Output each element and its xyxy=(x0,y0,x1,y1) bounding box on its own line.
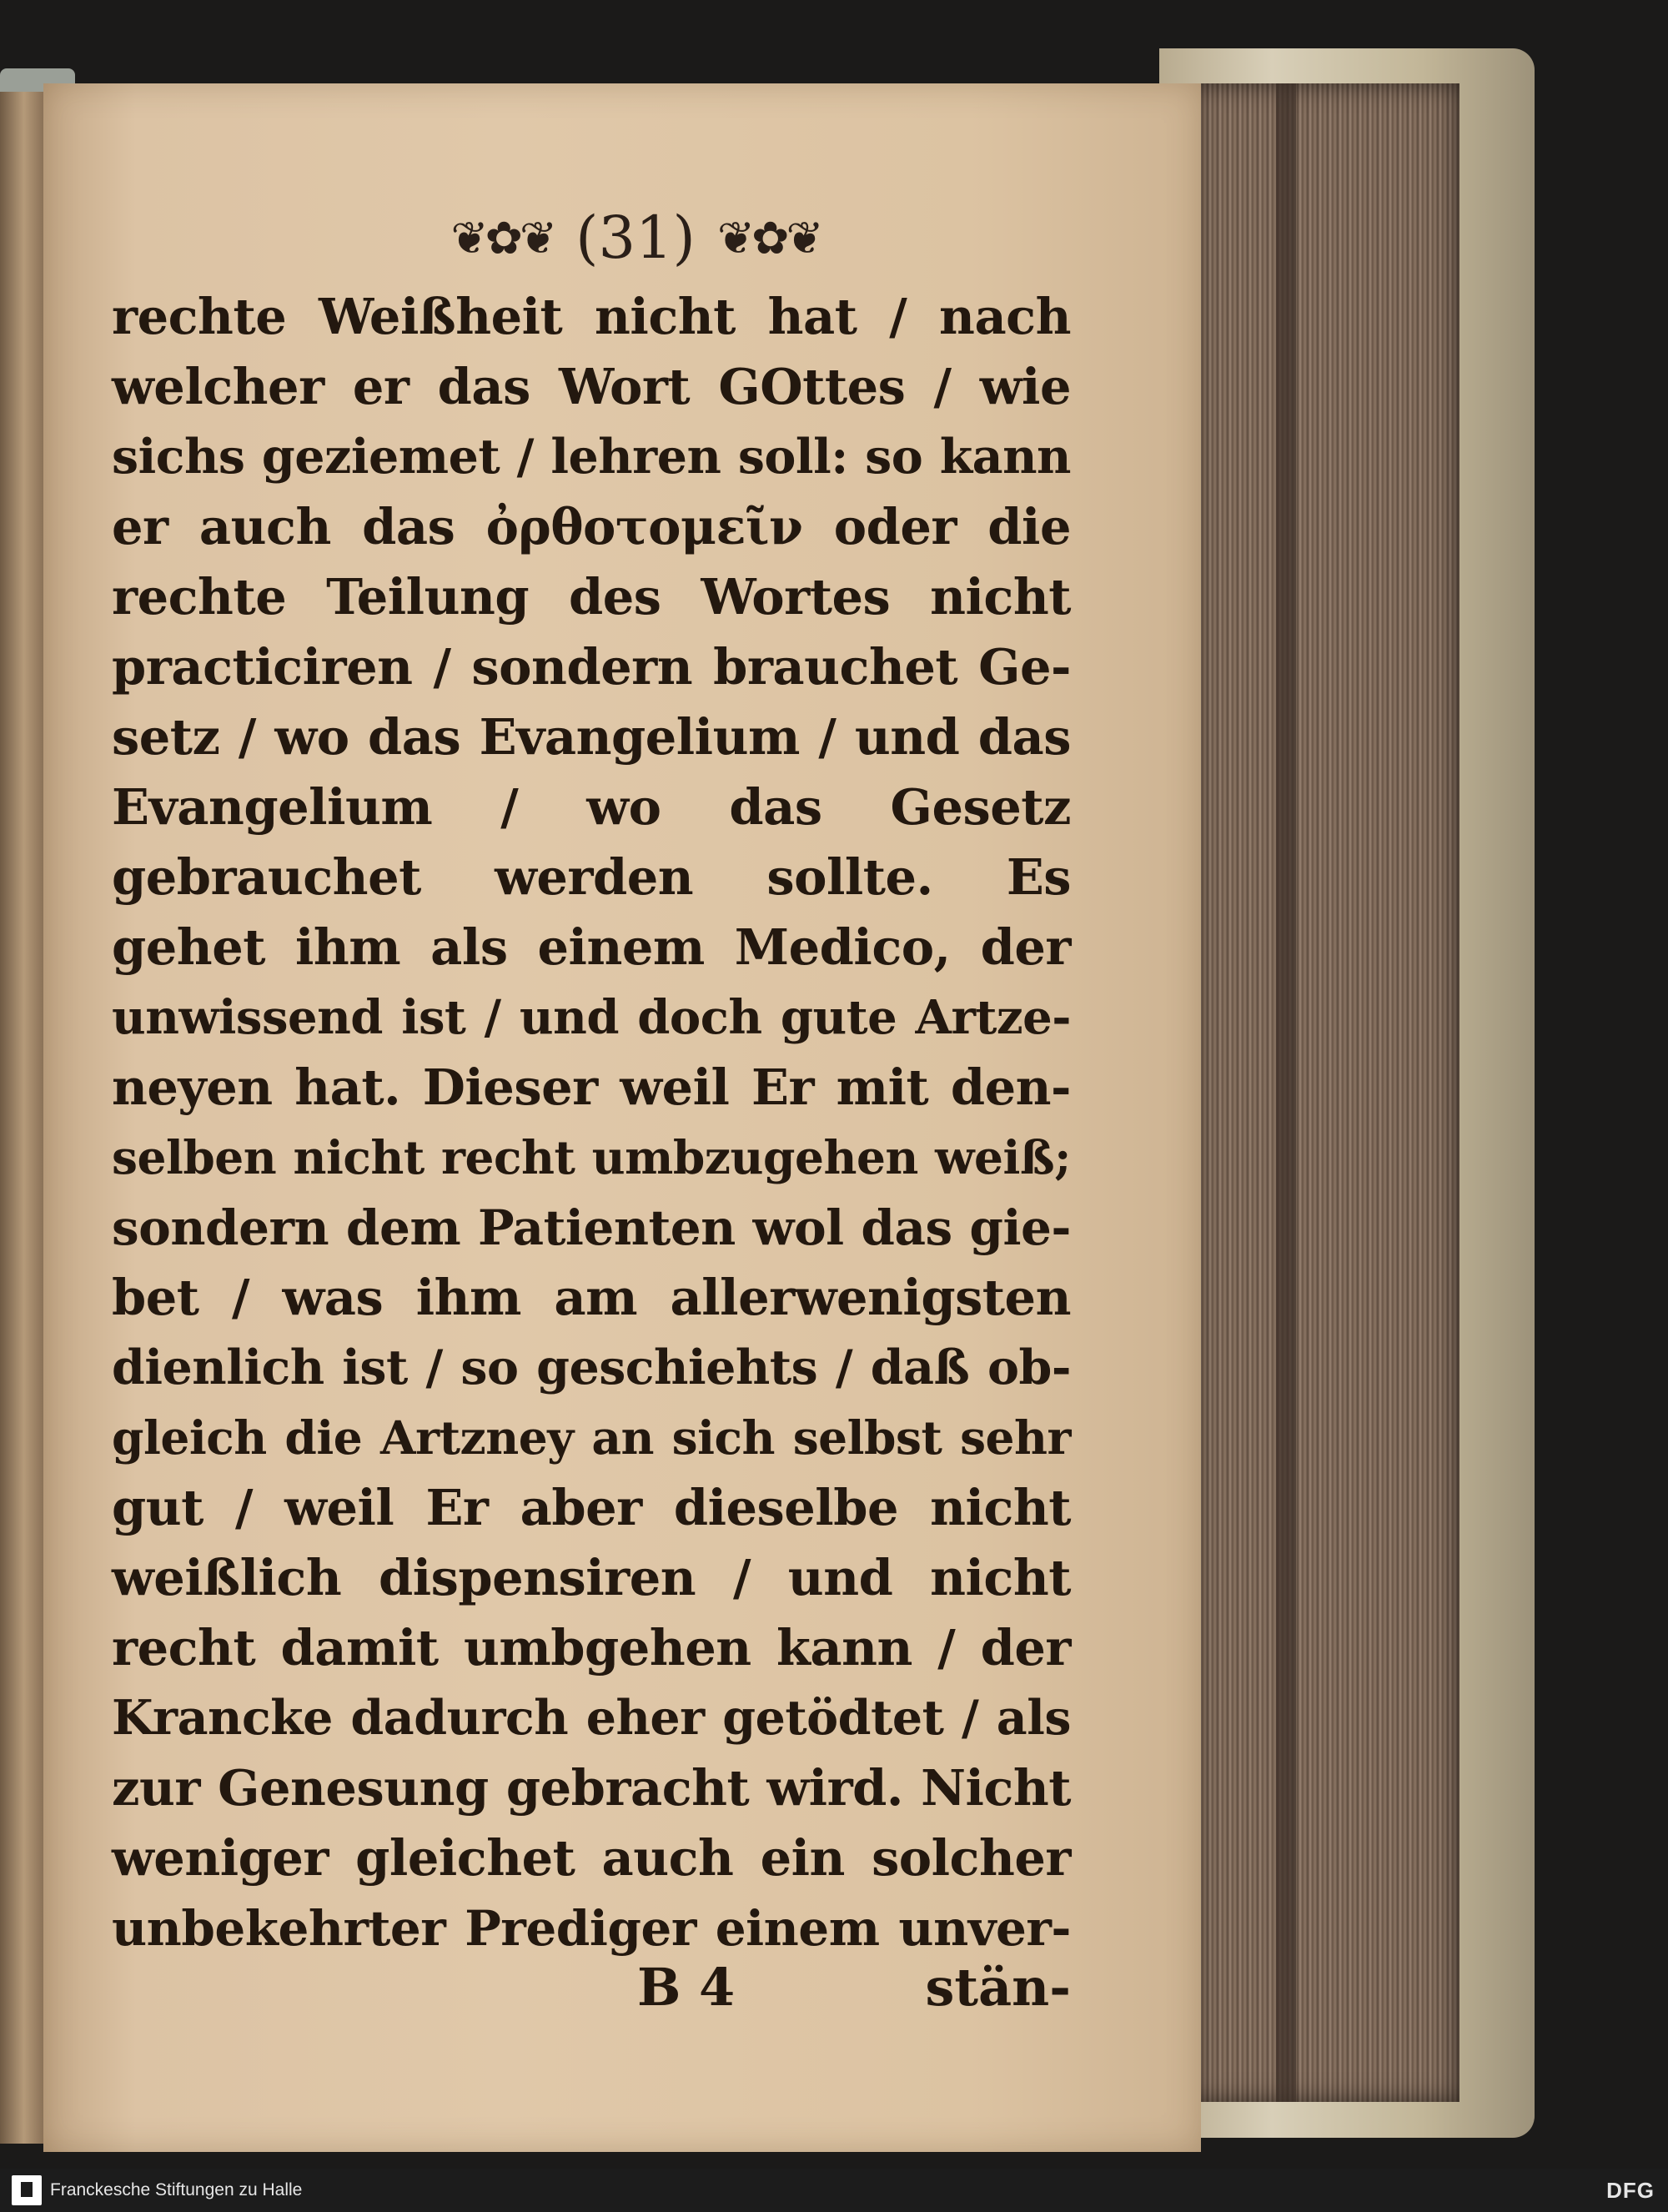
page-number: (31) xyxy=(575,204,696,272)
institution-logo-icon xyxy=(12,2175,42,2205)
page-block-edges xyxy=(1193,83,1460,2102)
text-line: rechte Teilung des Wortes nicht xyxy=(112,568,1071,626)
text-line: welcher er das Wort GOttes / wie xyxy=(112,358,1071,415)
text-line: dienlich ist / so geschiehts / daß ob- xyxy=(112,1340,1071,1395)
text-line: gleich die Artzney an sich selbst sehr xyxy=(112,1410,1071,1465)
dfg-logo: DFG xyxy=(1606,2178,1655,2203)
text-line: setz / wo das Evangelium / und das xyxy=(112,708,1071,766)
ornament-left: ❦✿❦ xyxy=(450,211,555,264)
ornament-right: ❦✿❦ xyxy=(716,211,821,264)
text-line: gehet ihm als einem Medico, der xyxy=(112,918,1071,976)
book-page xyxy=(43,83,1201,2152)
signature-mark: B 4 xyxy=(637,1957,736,2018)
text-line: Evangelium / wo das Gesetz xyxy=(112,778,1071,836)
text-line: gebrauchet werden sollte. Es xyxy=(112,848,1071,906)
catchword: stän- xyxy=(925,1957,1071,2018)
text-line: unbekehrter Prediger einem unver- xyxy=(112,1900,1071,1957)
text-line: neyen hat. Dieser weil Er mit den- xyxy=(112,1058,1071,1116)
text-body xyxy=(112,282,1071,1963)
viewer-footer-bar xyxy=(0,2169,1668,2212)
text-line: selben nicht recht umbzugehen weiß; xyxy=(112,1130,1071,1184)
text-line: weniger gleichet auch ein solcher xyxy=(112,1829,1071,1887)
text-line: er auch das ὀρθοτομεῖν oder die xyxy=(112,498,1071,556)
text-line: gut / weil Er aber dieselbe nicht xyxy=(112,1479,1071,1536)
page-header xyxy=(402,192,869,284)
text-line: practiciren / sondern brauchet Ge- xyxy=(112,638,1071,696)
page-footer-line xyxy=(112,1950,1071,2025)
text-line: bet / was ihm am allerwenigsten xyxy=(112,1269,1071,1326)
left-page-edge xyxy=(0,92,43,2144)
text-line: rechte Weißheit nicht hat / nach xyxy=(112,288,1071,345)
text-line: recht damit umbgehen kann / der xyxy=(112,1619,1071,1677)
text-line: sichs geziemet / lehren soll: so kann xyxy=(112,429,1071,485)
text-line: Krancke dadurch eher getödtet / als xyxy=(112,1690,1071,1746)
page-block-shadow xyxy=(1276,83,1296,2102)
text-line: unwissend ist / und doch gute Artze- xyxy=(112,990,1071,1045)
institution-name: Franckesche Stiftungen zu Halle xyxy=(50,2180,303,2199)
text-line: zur Genesung gebracht wird. Nicht xyxy=(112,1759,1071,1817)
text-line: sondern dem Patienten wol das gie- xyxy=(112,1199,1071,1256)
text-line: weißlich dispensiren / und nicht xyxy=(112,1549,1071,1606)
